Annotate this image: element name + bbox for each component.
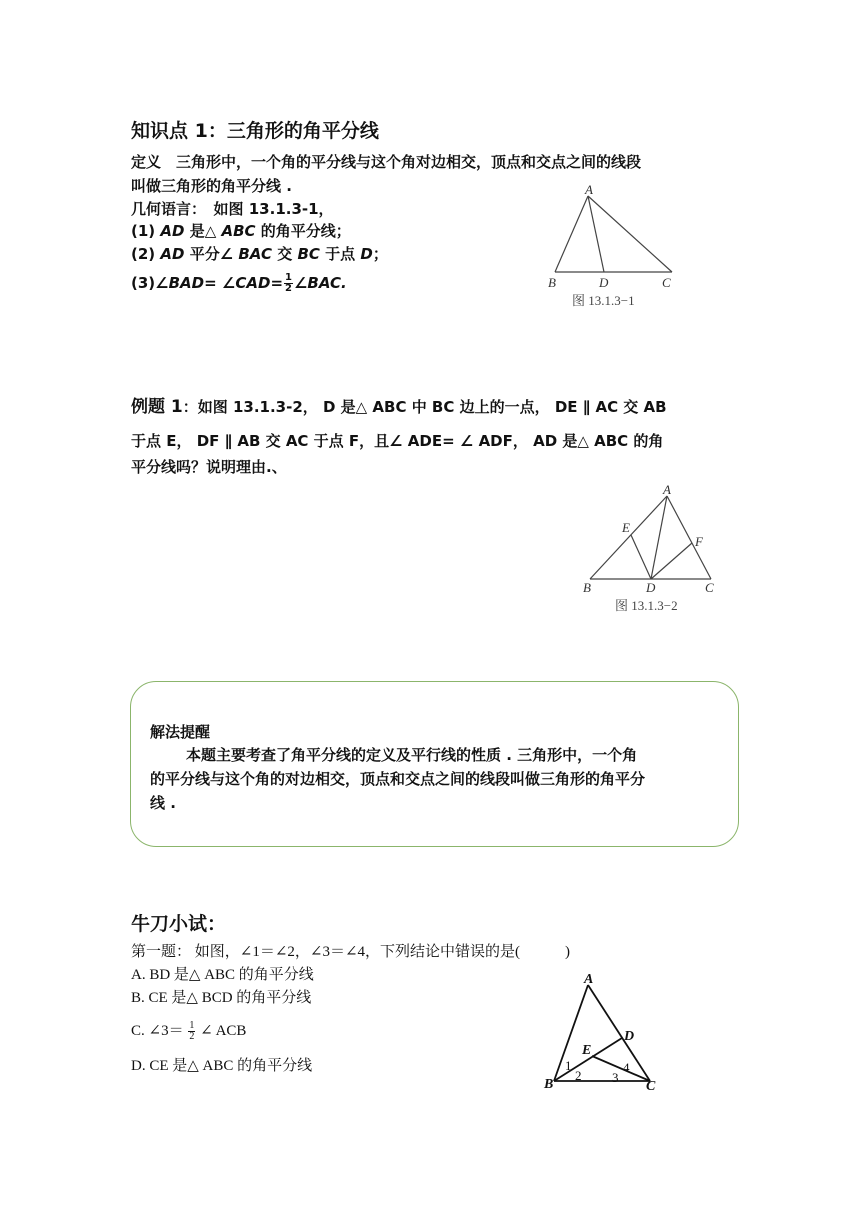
label-d: D xyxy=(646,580,656,595)
label-d: D xyxy=(599,275,609,290)
label-a: A xyxy=(584,972,594,987)
label-f: F xyxy=(695,534,703,549)
angle-label-1: 1 xyxy=(565,1058,572,1073)
angle-bac: BAC xyxy=(238,245,272,263)
practice-title: 牛刀小试： xyxy=(131,913,227,935)
example1-line-2: 于点 E， DF ∥ AB 交 AC 于点 F，且∠ ADE= ∠ ADF， AD 是△ ABC 的角 xyxy=(131,432,664,450)
hint-line-2: 的平分线与这个角的对边相交，顶点和交点之间的线段叫做三角形的角平分 xyxy=(150,770,646,788)
option-d: D. CE 是△ ABC 的角平分线 xyxy=(131,1058,313,1074)
bisector-ad xyxy=(588,196,604,272)
practice-question: 第一题： 如图，∠1＝∠2，∠3＝∠4，下列结论中错误的是( ) xyxy=(131,944,571,960)
item-text: 于点 xyxy=(325,245,356,263)
side-ac xyxy=(588,985,650,1081)
item-text: ； xyxy=(372,245,388,263)
item-text: 平分∠ xyxy=(189,245,234,263)
geometry-language xyxy=(131,198,334,220)
option-b: B. CE 是△ BCD 的角平分线 xyxy=(131,990,312,1006)
label-a: A xyxy=(663,482,671,497)
item-text: 是△ xyxy=(189,222,217,240)
section1-title: 知识点 1：三角形的角平分线 xyxy=(131,120,379,142)
geometry-item-2 xyxy=(131,243,388,265)
label-e: E xyxy=(582,1043,592,1058)
item-text: = xyxy=(270,274,284,292)
option-c-text: C. ∠3＝ xyxy=(131,1023,184,1039)
label-e: E xyxy=(622,520,630,535)
segment-bc: BC xyxy=(297,245,320,263)
label-b: B xyxy=(583,580,591,595)
figure-caption: 图 13.1.3−2 xyxy=(615,598,678,613)
option-c-text: ∠ ACB xyxy=(200,1023,247,1039)
option-a: A. BD 是△ ABC 的角平分线 xyxy=(131,967,314,983)
fraction-half: $\frac{1}{2}$ xyxy=(285,272,292,294)
figure-caption: 图 13.1.3−1 xyxy=(572,293,635,308)
hint-line-3: 线 . xyxy=(150,794,176,812)
geometry-prefix: 几何语言： 如图 xyxy=(131,200,244,218)
label-a: A xyxy=(585,184,593,197)
angle-bad: BAD xyxy=(168,274,205,292)
label-b: B xyxy=(544,1077,554,1092)
point-d: D xyxy=(360,245,373,263)
practice-figure xyxy=(540,968,670,1096)
option-c xyxy=(131,1020,246,1042)
angle-label-2: 2 xyxy=(575,1068,582,1083)
figure-13-1-3-1 xyxy=(540,184,690,314)
item-text: = ∠ xyxy=(204,274,236,292)
angle-label-4: 4 xyxy=(623,1060,630,1075)
side-ab xyxy=(590,496,667,579)
geometry-figure-ref: 13.1.3-1， xyxy=(248,200,334,218)
item-number: (2) xyxy=(131,245,156,263)
segment-ad: AD xyxy=(160,222,185,240)
hint-title: 解法提醒 xyxy=(150,723,211,741)
angle-cad: CAD xyxy=(235,274,271,292)
item-text: 的角平分线； xyxy=(260,222,351,240)
segment-ad: AD xyxy=(160,245,185,263)
angle-label-3: 3 xyxy=(612,1070,619,1085)
side-ab xyxy=(555,196,588,272)
example1-text: ：如图 13.1.3-2， D 是△ ABC 中 BC 边上的一点， DE ∥ AC 交 AB xyxy=(182,398,667,416)
item-number: (1) xyxy=(131,222,156,240)
item-number: (3)∠ xyxy=(131,274,169,292)
example1-label: 例题 1 xyxy=(131,397,183,417)
hint-line-1: 本题主要考查了角平分线的定义及平行线的性质 . 三角形中，一个角 xyxy=(186,746,638,764)
geometry-item-1 xyxy=(131,220,351,242)
item-text: 交 xyxy=(277,245,293,263)
definition-line-1: 定义 三角形中，一个角的平分线与这个角对边相交，顶点和交点之间的线段 xyxy=(131,153,642,171)
angle-bac: ∠BAC. xyxy=(293,274,347,292)
label-b: B xyxy=(548,275,556,290)
fraction-half: $\frac{1}{2}$ xyxy=(189,1020,195,1043)
example1-line-1 xyxy=(131,396,667,418)
label-c: C xyxy=(646,1079,656,1094)
label-c: C xyxy=(662,275,671,290)
definition-line-2: 叫做三角形的角平分线 . xyxy=(131,177,292,195)
figure-13-1-3-2 xyxy=(575,482,730,617)
triangle-abc: ABC xyxy=(221,222,256,240)
geometry-item-3 xyxy=(131,272,347,294)
label-c: C xyxy=(705,580,714,595)
example1-line-3: 平分线吗？说明理由.、 xyxy=(131,458,287,476)
segment-de xyxy=(631,535,651,579)
side-ac xyxy=(588,196,672,272)
label-d: D xyxy=(624,1029,635,1044)
side-ac xyxy=(667,496,711,579)
